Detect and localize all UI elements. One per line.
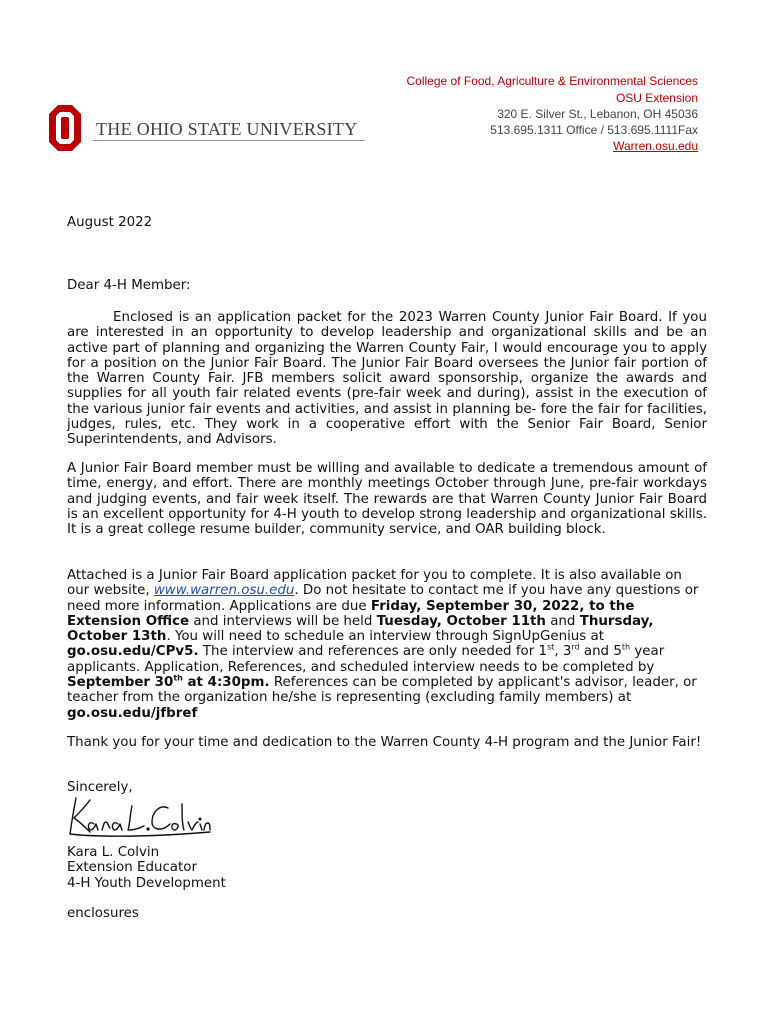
paragraph-1: Enclosed is an application packet for the 2023 Warren County Junior Fair Board. If you are interested in an opportunity to develop leadership and organizational skills and be an active part of planning and organizing the Warren County Fair, I would encourage you to apply for a position on the Junior Fair Board. The Junior Fair Board oversees the Junior fair portion of the Warren County Fair. JFB members solicit award sponsorship, organize the awards and supplies for all youth fair related events (pre-fair week and during), assist in the execution of the various junior fair events and activities, and assist in planning be- fore the fair for facilities, judges, rules, etc. They work in a cooperative effort with the Senior Fair Board, Senior Superintendents, and Advisors.: [67, 310, 707, 448]
phone-fax: 513.695.1311 Office / 513.695.1111Fax: [490, 123, 698, 137]
logo-divider: [93, 140, 365, 141]
letter-date: August 2022: [67, 215, 153, 230]
signer-name: Kara L. Colvin: [67, 845, 160, 860]
college-name: College of Food, Agriculture & Environmental Sciences: [406, 74, 698, 88]
paragraph-4: Thank you for your time and dedication to the Warren County 4-H program and the Junior Fair!: [67, 735, 702, 750]
signer-title: Extension Educator: [67, 860, 197, 876]
closing: Sincerely,: [67, 780, 133, 795]
paragraph-2: A Junior Fair Board member must be willing and available to dedicate a tremendous amount of time, energy, and effort. There are monthly meetings October through June, pre-fair workdays and judging events, and fair week itself. The rewards are that Warren County Junior Fair Board is an excellent opportunity for 4-H youth to develop strong leadership and organizational skills. It is a great college resume builder, community service, and OAR building block.: [67, 461, 707, 538]
salutation: Dear 4-H Member:: [67, 278, 191, 293]
osu-logo: [48, 104, 358, 152]
university-wordmark: THE OHIO STATE UNIVERSITY: [96, 118, 358, 139]
handwritten-signature: [64, 794, 214, 838]
enclosures-note: enclosures: [67, 906, 139, 921]
website-link-inline[interactable]: www.warren.osu.edu: [153, 583, 295, 599]
letterhead-address: [407, 73, 699, 154]
street-address: 320 E. Silver St., Lebanon, OH 45036: [497, 107, 698, 121]
block-o-logo-icon: [48, 104, 82, 152]
unit-name: OSU Extension: [615, 91, 698, 105]
signature-block: [67, 845, 707, 891]
paragraph-3: Attached is a Junior Fair Board application packet for you to complete. It is also available on our website, www.warren.osu.edu. Do not hesitate to contact me if you have any questions or need more information. Applications are due Friday, September 30, 2022, to the Extension Office and interviews will be held Tuesday, October 11th and Thursday, October 13th. You will need to schedule an interview through SignUpGenius at go.osu.edu/CPv5. The interview and references are only needed for 1st, 3rd and 5th year applicants. Application, References, and scheduled interview needs to be completed by September 30th at 4:30pm. References can be completed by applicant's advisor, leader, or teacher from the organization he/she is representing (excluding family members) at go.osu.edu/jfbref: [67, 568, 699, 721]
signer-department: 4-H Youth Development: [67, 875, 226, 891]
website-link[interactable]: Warren.osu.edu: [613, 139, 698, 153]
